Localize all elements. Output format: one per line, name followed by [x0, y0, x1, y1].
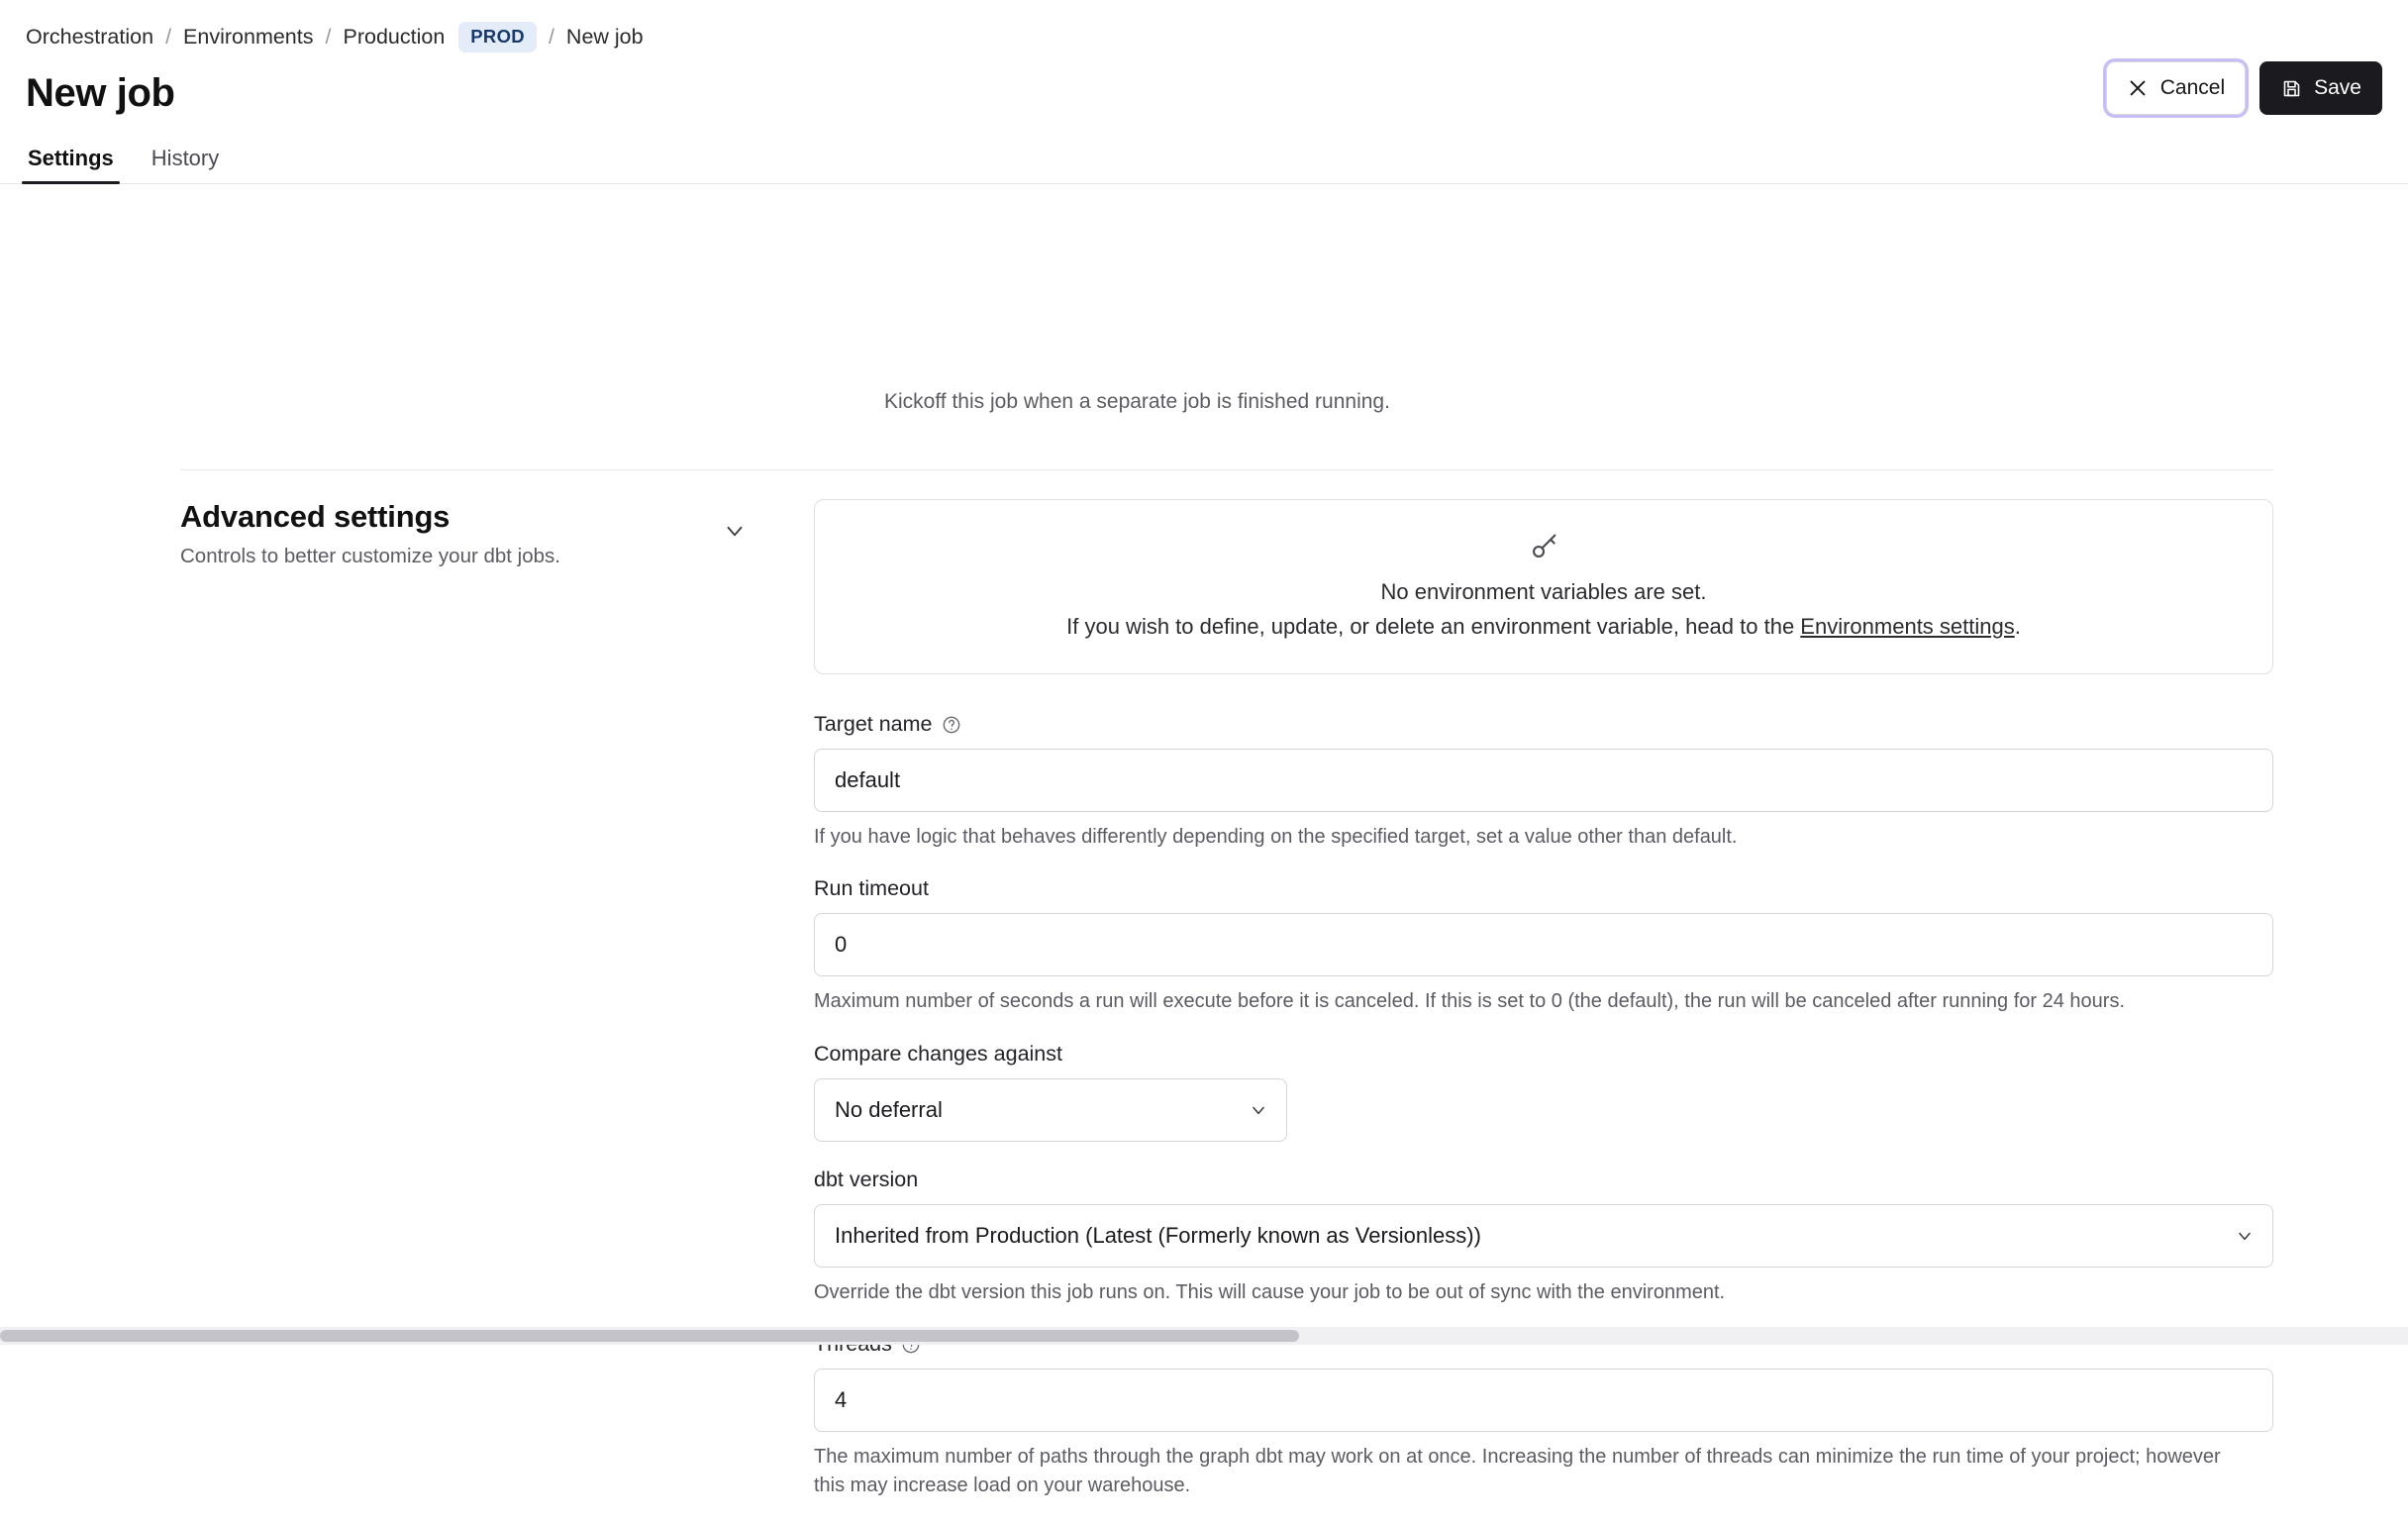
- run-timeout-label-row: [814, 876, 2273, 901]
- breadcrumb: [0, 0, 2408, 51]
- dbt-version-select[interactable]: [814, 1204, 2273, 1268]
- compare-changes-label: Compare changes against: [814, 1041, 1062, 1066]
- env-empty-description: [835, 614, 2253, 640]
- target-name-input[interactable]: [814, 749, 2273, 812]
- threads-field: [814, 1332, 2273, 1499]
- dbt-version-label-row: [814, 1168, 2273, 1192]
- tab-history[interactable]: History: [150, 146, 220, 170]
- threads-input[interactable]: [814, 1369, 2273, 1432]
- advanced-settings-body: [814, 499, 2273, 1525]
- compare-changes-field: [814, 1042, 2273, 1142]
- breadcrumb-item-production[interactable]: Production: [343, 24, 446, 49]
- settings-scroll-area: [0, 184, 2408, 1496]
- run-timeout-input[interactable]: [814, 913, 2273, 976]
- target-name-field: [814, 712, 2273, 851]
- compare-changes-select[interactable]: [814, 1078, 1287, 1142]
- env-empty-suffix: .: [2014, 614, 2021, 639]
- chevron-down-icon[interactable]: [721, 517, 749, 545]
- status-badge-prod: PROD: [458, 22, 537, 52]
- scrollbar-thumb[interactable]: [0, 1330, 1299, 1342]
- breadcrumb-separator: /: [325, 24, 332, 49]
- save-button[interactable]: [2259, 61, 2382, 115]
- save-button-label: Save: [2314, 76, 2361, 99]
- page-header: [0, 51, 2408, 127]
- target-name-label: Target name: [814, 712, 933, 736]
- page-title: New job: [26, 70, 175, 115]
- close-icon: [2127, 77, 2149, 99]
- breadcrumb-separator: /: [165, 24, 172, 49]
- advanced-settings-header: [180, 499, 814, 1525]
- threads-hint: The maximum number of paths through the graph dbt may work on at once. Increasing the number of threads can minimize the run time of your project; however this may increase load on your warehouse.: [814, 1446, 2221, 1496]
- save-disk-icon: [2280, 77, 2302, 99]
- breadcrumb-item-new-job[interactable]: New job: [565, 24, 644, 49]
- trigger-on-job-completion-hint: Kickoff this job when a separate job is finished running.: [884, 390, 1390, 413]
- header-actions: [2106, 61, 2382, 115]
- dbt-version-label: dbt version: [814, 1167, 919, 1191]
- target-name-label-row: [814, 712, 2273, 737]
- tab-settings[interactable]: Settings: [26, 148, 116, 183]
- chevron-down-icon: [2235, 1226, 2255, 1246]
- run-timeout-label: Run timeout: [814, 876, 929, 901]
- environments-settings-link[interactable]: Environments settings: [1800, 614, 2015, 639]
- run-timeout-hint: Maximum number of seconds a run will execute before it is canceled. If this is set to 0 (the default), the run will be canceled after running for 24 hours.: [814, 990, 2126, 1013]
- environment-variables-empty-state: [814, 499, 2273, 674]
- horizontal-scrollbar[interactable]: [0, 1327, 2408, 1345]
- key-icon: [1527, 530, 1560, 563]
- dbt-version-field: [814, 1168, 2273, 1306]
- breadcrumb-item-environments[interactable]: Environments: [183, 24, 314, 49]
- advanced-settings-subtitle: Controls to better customize your dbt jobs.: [180, 545, 560, 567]
- target-name-hint: If you have logic that behaves differently depending on the specified target, set a value other than default.: [814, 826, 1738, 848]
- cancel-button[interactable]: [2106, 61, 2246, 115]
- compare-changes-label-row: [814, 1042, 2273, 1067]
- dbt-version-value: Inherited from Production (Latest (Formerly known as Versionless)): [835, 1222, 1481, 1248]
- compare-changes-value: No deferral: [835, 1096, 943, 1122]
- help-circle-icon[interactable]: [942, 715, 961, 735]
- cancel-button-label: Cancel: [2159, 76, 2226, 99]
- chevron-down-icon: [1249, 1100, 1268, 1120]
- advanced-settings-title: Advanced settings: [180, 499, 451, 534]
- tab-bar: [0, 127, 2408, 184]
- dbt-version-hint: Override the dbt version this job runs on. This will cause your job to be out of sync with the environment.: [814, 1280, 1726, 1303]
- section-divider: [180, 469, 2273, 470]
- breadcrumb-separator: /: [548, 24, 554, 49]
- env-empty-prefix: If you wish to define, update, or delete an environment variable, head to the: [1066, 614, 1801, 639]
- env-empty-title: No environment variables are set.: [1380, 579, 1707, 604]
- advanced-settings-section: [0, 499, 2408, 1525]
- breadcrumb-item-orchestration[interactable]: Orchestration: [26, 24, 154, 49]
- run-timeout-field: [814, 876, 2273, 1015]
